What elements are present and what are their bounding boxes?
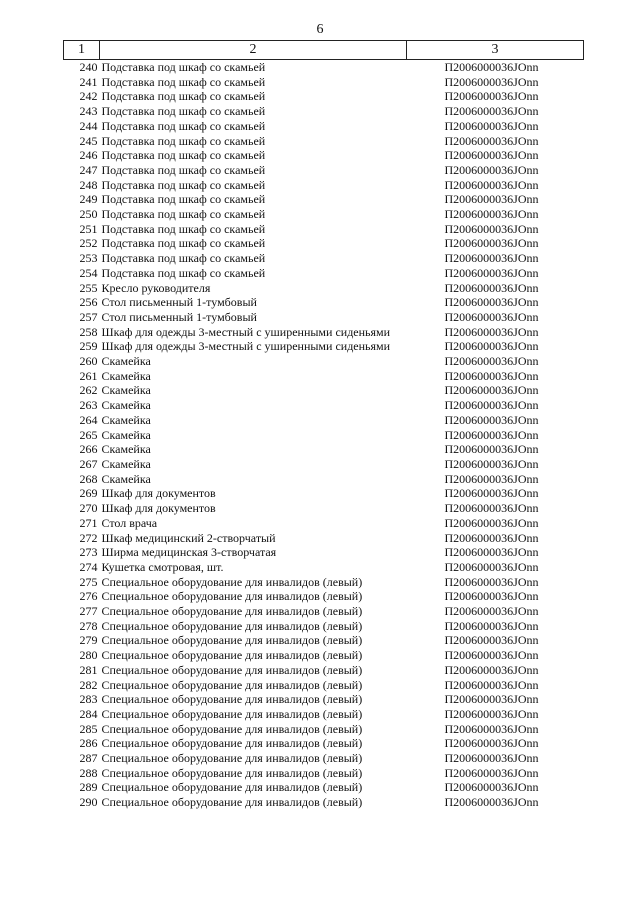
inventory-code: П2006000036JOnn <box>444 104 539 119</box>
table-row <box>64 60 584 75</box>
inventory-code: П2006000036JOnn <box>444 309 539 324</box>
row-number: 289 <box>79 780 98 795</box>
inventory-code: П2006000036JOnn <box>444 706 539 721</box>
table-row <box>64 89 584 104</box>
item-name: Подставка под шкаф со скамьей <box>101 162 266 177</box>
row-number: 250 <box>79 207 98 222</box>
table-row <box>64 516 584 531</box>
table-row <box>64 795 584 810</box>
inventory-code: П2006000036JOnn <box>444 559 539 574</box>
inventory-code: П2006000036JOnn <box>444 251 539 266</box>
table-row <box>64 472 584 487</box>
table-row <box>64 648 584 663</box>
table-row <box>64 692 584 707</box>
column-header-1: 1 <box>64 41 100 60</box>
item-name: Подставка под шкаф со скамьей <box>101 207 266 222</box>
item-name: Специальное оборудование для инвалидов (левый) <box>101 604 363 619</box>
table-row <box>64 751 584 766</box>
inventory-code: П2006000036JOnn <box>444 780 539 795</box>
inventory-code: П2006000036JOnn <box>444 751 539 766</box>
table-row <box>64 442 584 457</box>
inventory-code: П2006000036JOnn <box>444 530 539 545</box>
row-number: 272 <box>79 530 98 545</box>
column-header-3: 3 <box>407 41 584 60</box>
inventory-code: П2006000036JOnn <box>444 339 539 354</box>
item-name: Специальное оборудование для инвалидов (левый) <box>101 780 363 795</box>
item-name: Шкаф для документов <box>101 501 216 516</box>
row-number: 267 <box>79 456 98 471</box>
table-row <box>64 604 584 619</box>
row-number: 288 <box>79 765 98 780</box>
row-number: 290 <box>79 795 98 810</box>
item-name: Кушетка смотровая, шт. <box>101 559 224 574</box>
table-row <box>64 119 584 134</box>
item-name: Стол врача <box>101 515 158 530</box>
row-number: 252 <box>79 236 98 251</box>
inventory-code: П2006000036JOnn <box>444 677 539 692</box>
inventory-code: П2006000036JOnn <box>444 574 539 589</box>
row-number: 259 <box>79 339 98 354</box>
inventory-code: П2006000036JOnn <box>444 280 539 295</box>
row-number: 274 <box>79 559 98 574</box>
table-row <box>64 663 584 678</box>
inventory-code: П2006000036JOnn <box>444 618 539 633</box>
item-name: Подставка под шкаф со скамьей <box>101 265 266 280</box>
inventory-code: П2006000036JOnn <box>444 515 539 530</box>
inventory-code: П2006000036JOnn <box>444 383 539 398</box>
table-row <box>64 501 584 516</box>
item-name: Специальное оборудование для инвалидов (левый) <box>101 751 363 766</box>
row-number: 276 <box>79 589 98 604</box>
row-number: 262 <box>79 383 98 398</box>
table-row <box>64 722 584 737</box>
row-number: 248 <box>79 177 98 192</box>
table-row <box>64 222 584 237</box>
column-header-2: 2 <box>100 41 407 60</box>
row-number: 257 <box>79 309 98 324</box>
row-number: 269 <box>79 486 98 501</box>
row-number: 285 <box>79 721 98 736</box>
inventory-code: П2006000036JOnn <box>444 471 539 486</box>
inventory-code: П2006000036JOnn <box>444 501 539 516</box>
item-name: Шкаф для документов <box>101 486 216 501</box>
inventory-code: П2006000036JOnn <box>444 795 539 810</box>
table-row <box>64 104 584 119</box>
header-row <box>64 41 584 60</box>
item-name: Скамейка <box>101 383 151 398</box>
table-row <box>64 707 584 722</box>
table-row <box>64 736 584 751</box>
row-number: 245 <box>79 133 98 148</box>
inventory-code: П2006000036JOnn <box>444 354 539 369</box>
table-row <box>64 383 584 398</box>
table-row <box>64 398 584 413</box>
row-number: 283 <box>79 692 98 707</box>
item-name: Подставка под шкаф со скамьей <box>101 104 266 119</box>
row-number: 277 <box>79 604 98 619</box>
inventory-table <box>63 40 584 810</box>
table-row <box>64 163 584 178</box>
row-number: 271 <box>79 515 98 530</box>
inventory-code: П2006000036JOnn <box>444 486 539 501</box>
item-name: Специальное оборудование для инвалидов (левый) <box>101 677 363 692</box>
table-row <box>64 236 584 251</box>
inventory-code: П2006000036JOnn <box>444 721 539 736</box>
row-number: 240 <box>79 60 98 74</box>
row-number: 284 <box>79 706 98 721</box>
table-row <box>64 633 584 648</box>
item-name: Скамейка <box>101 412 151 427</box>
table-row <box>64 178 584 193</box>
table-row <box>64 148 584 163</box>
row-number: 270 <box>79 501 98 516</box>
inventory-code: П2006000036JOnn <box>444 692 539 707</box>
item-name: Подставка под шкаф со скамьей <box>101 133 266 148</box>
row-number: 258 <box>79 324 98 339</box>
table-row <box>64 369 584 384</box>
item-name: Шкаф для одежды 3-местный с уширенными сиденьями <box>101 339 391 354</box>
item-name: Подставка под шкаф со скамьей <box>101 236 266 251</box>
row-number: 246 <box>79 148 98 163</box>
row-number: 264 <box>79 412 98 427</box>
row-number: 280 <box>79 648 98 663</box>
inventory-code: П2006000036JOnn <box>444 368 539 383</box>
row-number: 266 <box>79 442 98 457</box>
inventory-code: П2006000036JOnn <box>444 648 539 663</box>
inventory-code: П2006000036JOnn <box>444 456 539 471</box>
row-number: 282 <box>79 677 98 692</box>
item-name: Скамейка <box>101 471 151 486</box>
inventory-code: П2006000036JOnn <box>444 192 539 207</box>
row-number: 287 <box>79 751 98 766</box>
inventory-code: П2006000036JOnn <box>444 545 539 560</box>
item-name: Ширма медицинская 3-створчатая <box>101 545 277 560</box>
row-number: 279 <box>79 633 98 648</box>
inventory-code: П2006000036JOnn <box>444 162 539 177</box>
row-number: 241 <box>79 74 98 89</box>
row-number: 254 <box>79 265 98 280</box>
table-row <box>64 266 584 281</box>
item-name: Стол письменный 1-тумбовый <box>101 295 257 310</box>
item-name: Шкаф для одежды 3-местный с уширенными сиденьями <box>101 324 391 339</box>
row-number: 286 <box>79 736 98 751</box>
item-name: Подставка под шкаф со скамьей <box>101 251 266 266</box>
item-name: Подставка под шкаф со скамьей <box>101 60 266 74</box>
item-name: Стол письменный 1-тумбовый <box>101 309 257 324</box>
inventory-code: П2006000036JOnn <box>444 427 539 442</box>
item-name: Специальное оборудование для инвалидов (левый) <box>101 765 363 780</box>
row-number: 249 <box>79 192 98 207</box>
row-number: 243 <box>79 104 98 119</box>
item-name: Специальное оборудование для инвалидов (левый) <box>101 662 363 677</box>
inventory-code: П2006000036JOnn <box>444 442 539 457</box>
row-number: 268 <box>79 471 98 486</box>
inventory-code: П2006000036JOnn <box>444 265 539 280</box>
inventory-code: П2006000036JOnn <box>444 177 539 192</box>
row-number: 263 <box>79 398 98 413</box>
item-name: Скамейка <box>101 368 151 383</box>
table-row <box>64 295 584 310</box>
row-number: 253 <box>79 251 98 266</box>
inventory-code: П2006000036JOnn <box>444 133 539 148</box>
table-body <box>64 60 584 810</box>
table-row <box>64 310 584 325</box>
row-number: 278 <box>79 618 98 633</box>
row-number: 275 <box>79 574 98 589</box>
inventory-code: П2006000036JOnn <box>444 89 539 104</box>
item-name: Специальное оборудование для инвалидов (левый) <box>101 721 363 736</box>
page-number: 6 <box>316 22 324 37</box>
table-header <box>64 41 584 60</box>
inventory-code: П2006000036JOnn <box>444 633 539 648</box>
inventory-code: П2006000036JOnn <box>444 60 539 74</box>
inventory-code: П2006000036JOnn <box>444 589 539 604</box>
inventory-code: П2006000036JOnn <box>444 662 539 677</box>
inventory-code: П2006000036JOnn <box>444 236 539 251</box>
inventory-code: П2006000036JOnn <box>444 604 539 619</box>
item-name: Скамейка <box>101 442 151 457</box>
item-name: Специальное оборудование для инвалидов (левый) <box>101 589 363 604</box>
item-name: Специальное оборудование для инвалидов (левый) <box>101 574 363 589</box>
table-row <box>64 207 584 222</box>
table-row <box>64 428 584 443</box>
table-row <box>64 486 584 501</box>
row-number: 251 <box>79 221 98 236</box>
inventory-code: П2006000036JOnn <box>444 736 539 751</box>
inventory-code: П2006000036JOnn <box>444 118 539 133</box>
table-row <box>64 545 584 560</box>
item-name: Подставка под шкаф со скамьей <box>101 221 266 236</box>
item-name: Шкаф медицинский 2-створчатый <box>101 530 276 545</box>
item-name: Специальное оборудование для инвалидов (левый) <box>101 736 363 751</box>
item-name: Подставка под шкаф со скамьей <box>101 89 266 104</box>
inventory-code: П2006000036JOnn <box>444 295 539 310</box>
row-number: 255 <box>79 280 98 295</box>
row-number: 273 <box>79 545 98 560</box>
row-number: 256 <box>79 295 98 310</box>
table-row <box>64 766 584 781</box>
table-row <box>64 619 584 634</box>
table-row <box>64 457 584 472</box>
item-name: Скамейка <box>101 398 151 413</box>
inventory-code: П2006000036JOnn <box>444 398 539 413</box>
item-name: Специальное оборудование для инвалидов (левый) <box>101 795 363 810</box>
inventory-code: П2006000036JOnn <box>444 324 539 339</box>
item-name: Скамейка <box>101 354 151 369</box>
table-row <box>64 560 584 575</box>
table-row <box>64 192 584 207</box>
table-row <box>64 678 584 693</box>
row-number: 281 <box>79 662 98 677</box>
table-row <box>64 413 584 428</box>
table-row <box>64 531 584 546</box>
item-name: Подставка под шкаф со скамьей <box>101 192 266 207</box>
item-name: Специальное оборудование для инвалидов (левый) <box>101 648 363 663</box>
inventory-code: П2006000036JOnn <box>444 765 539 780</box>
row-number: 261 <box>79 368 98 383</box>
item-name: Подставка под шкаф со скамьей <box>101 118 266 133</box>
table-row <box>64 325 584 340</box>
row-number: 247 <box>79 162 98 177</box>
row-number: 260 <box>79 354 98 369</box>
item-name: Специальное оборудование для инвалидов (левый) <box>101 633 363 648</box>
row-number: 244 <box>79 118 98 133</box>
inventory-code: П2006000036JOnn <box>444 221 539 236</box>
table-row <box>64 339 584 354</box>
inventory-code: П2006000036JOnn <box>444 74 539 89</box>
item-name: Скамейка <box>101 456 151 471</box>
table-row <box>64 575 584 590</box>
table-row <box>64 780 584 795</box>
table-row <box>64 354 584 369</box>
inventory-code: П2006000036JOnn <box>444 412 539 427</box>
item-name: Специальное оборудование для инвалидов (левый) <box>101 692 363 707</box>
row-number: 265 <box>79 427 98 442</box>
table-row <box>64 251 584 266</box>
table-row <box>64 281 584 296</box>
item-name: Скамейка <box>101 427 151 442</box>
table-row <box>64 75 584 90</box>
inventory-code: П2006000036JOnn <box>444 207 539 222</box>
inventory-code: П2006000036JOnn <box>444 148 539 163</box>
row-number: 242 <box>79 89 98 104</box>
item-name: Специальное оборудование для инвалидов (левый) <box>101 618 363 633</box>
item-name: Кресло руководителя <box>101 280 211 295</box>
item-name: Подставка под шкаф со скамьей <box>101 177 266 192</box>
item-name: Подставка под шкаф со скамьей <box>101 148 266 163</box>
item-name: Специальное оборудование для инвалидов (левый) <box>101 706 363 721</box>
table-row <box>64 134 584 149</box>
item-name: Подставка под шкаф со скамьей <box>101 74 266 89</box>
table-row <box>64 589 584 604</box>
